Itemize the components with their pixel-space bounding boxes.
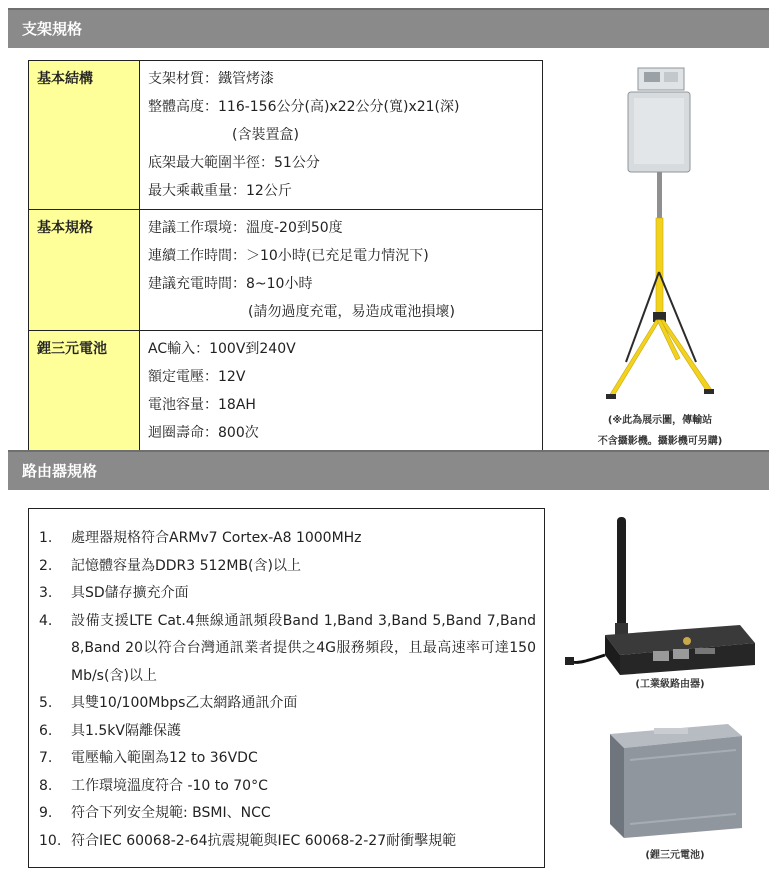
list-item	[39, 828, 536, 856]
spec-line: (含裝置盒)	[232, 127, 299, 143]
list-item	[39, 745, 536, 773]
item-text: 處理器規格符合ARMv7 Cortex-A8 1000MHz	[71, 530, 362, 546]
spec-line: 建議充電時間：8~10小時	[148, 276, 313, 292]
spec-row	[29, 61, 543, 210]
item-text: 具SD儲存擴充介面	[71, 585, 189, 601]
item-text: 記憶體容量為DDR3 512MB(含)以上	[71, 557, 301, 574]
item-text: 工作環境溫度符合 -10 to 70°C	[71, 777, 268, 794]
tripod-caption-line2: 不含攝影機。攝影機可另購)	[597, 436, 723, 447]
section-title: 路由器規格	[22, 462, 98, 480]
section-header-router	[8, 450, 769, 490]
item-number: 10.	[39, 832, 62, 849]
router-spec-list	[28, 508, 545, 868]
router-caption: (工業級路由器)	[635, 679, 705, 690]
item-number: 3.	[39, 585, 53, 601]
item-number: 1.	[39, 530, 53, 546]
spec-row	[29, 210, 543, 331]
spec-line: 迴圈壽命：800次	[148, 425, 259, 441]
list-item	[39, 718, 536, 746]
item-number: 6.	[39, 722, 53, 739]
spec-values	[140, 61, 543, 210]
item-number: 2.	[39, 557, 53, 574]
list-item	[39, 608, 536, 691]
spec-line: 電池容量：18AH	[148, 397, 256, 413]
item-number: 9.	[39, 805, 53, 821]
spec-category: 基本規格	[29, 210, 140, 331]
item-text: 符合IEC 60068-2-64抗震規範與IEC 60068-2-27耐衝擊規範	[71, 832, 457, 849]
spec-line: AC輸入：100V到240V	[148, 341, 296, 357]
spec-values	[140, 331, 543, 452]
spec-category: 鋰三元電池	[29, 331, 140, 452]
item-text: 設備支援LTE Cat.4無線通訊頻段Band 1,Band 3,Band 5,Band 7,Band 8,Band 20以符合台灣通訊業者提供之4G服務頻段，且最高速率可達150 Mb/s(含)以上	[71, 612, 536, 684]
spec-category: 基本結構	[29, 61, 140, 210]
spec-line: 底架最大範圍半徑：51公分	[148, 155, 320, 171]
item-number: 7.	[39, 750, 53, 766]
battery-caption: (鋰三元電池)	[645, 850, 705, 861]
list-item	[39, 690, 536, 718]
item-text: 具1.5kV隔離保護	[71, 722, 181, 739]
item-text: 符合下列安全規範: BSMI、NCC	[71, 805, 271, 821]
spec-values	[140, 210, 543, 331]
item-number: 4.	[39, 612, 53, 629]
spec-line: 支架材質：鐵管烤漆	[148, 71, 274, 87]
spec-line: 建議工作環境：溫度-20到50度	[148, 220, 343, 236]
spec-line: 整體高度：116-156公分(高)x22公分(寬)x21(深)	[148, 99, 460, 115]
list-item	[39, 800, 536, 828]
list-item	[39, 773, 536, 801]
spec-line: (請勿過度充電，易造成電池損壞)	[248, 304, 455, 320]
item-number: 8.	[39, 777, 53, 794]
tripod-caption-line1: (※此為展示圖，傳輸站	[607, 415, 713, 426]
list-item	[39, 525, 536, 553]
list-item	[39, 553, 536, 581]
tripod-stand-image	[600, 62, 720, 402]
section-header-bracket	[8, 8, 769, 48]
industrial-router-image	[565, 515, 765, 675]
item-text: 具雙10/100Mbps乙太網路通訊介面	[71, 695, 298, 711]
battery-image	[600, 720, 750, 840]
spec-line: 額定電壓：12V	[148, 369, 246, 385]
spec-row	[29, 331, 543, 452]
bracket-spec-table	[28, 60, 543, 452]
item-number: 5.	[39, 695, 53, 711]
spec-line: 最大乘載重量：12公斤	[148, 183, 292, 199]
list-item	[39, 580, 536, 608]
section-title: 支架規格	[22, 20, 83, 38]
spec-line: 連續工作時間：＞10小時(已充足電力情況下)	[148, 248, 429, 264]
item-text: 電壓輸入範圍為12 to 36VDC	[71, 750, 258, 766]
